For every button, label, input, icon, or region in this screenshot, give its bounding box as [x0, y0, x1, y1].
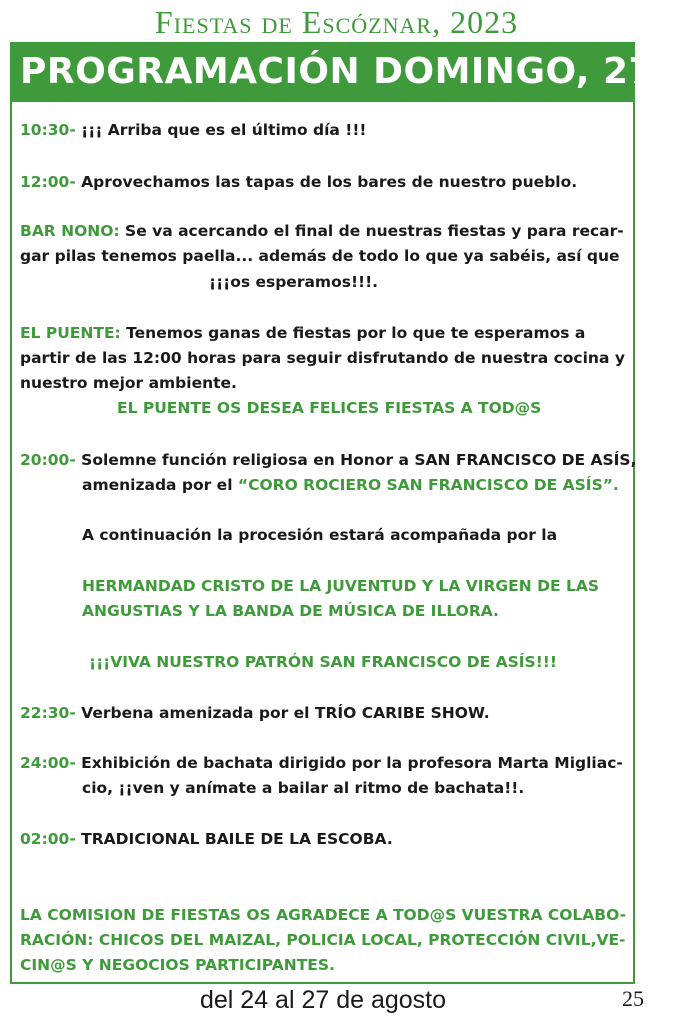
time-label: 22:30-: [20, 704, 76, 722]
entry-2000-cheer: ¡¡¡VIVA NUESTRO PATRÓN SAN FRANCISCO DE ASÍS!!!: [89, 653, 557, 671]
entry-text: Tenemos ganas de fiestas por lo que te esperamos a: [120, 324, 586, 342]
entry-text: Exhibición de bachata dirigido por la profesora Marta Migliac-: [75, 754, 623, 772]
page-number: 25: [622, 986, 644, 1011]
time-label: 20:00-: [20, 451, 76, 469]
choir-name: “CORO ROCIERO SAN FRANCISCO DE ASÍS”.: [237, 476, 619, 494]
thanks-line-2: RACIÓN: CHICOS DEL MAIZAL, POLICIA LOCAL, PROTECCIÓN CIVIL,VE-: [20, 931, 626, 949]
el-puente-line-1: [20, 324, 585, 342]
time-label: 02:00-: [20, 830, 76, 848]
entry-text: Solemne función religiosa en Honor a SAN FRANCISCO DE ASÍS,: [75, 451, 637, 469]
entry-2400-line-2: cio, ¡¡ven y anímate a bailar al ritmo de bachata!!.: [82, 779, 525, 797]
entry-text: Verbena amenizada por el TRÍO CARIBE SHOW.: [75, 704, 490, 722]
program-entry-2000: [20, 451, 636, 469]
program-entry-2400: [20, 754, 623, 772]
el-puente-greeting: EL PUENTE OS DESEA FELICES FIESTAS A TOD@S: [117, 399, 542, 417]
page-banner-title: PROGRAMACIÓN DOMINGO, 27: [10, 42, 635, 102]
entry-text: amenizada por el: [82, 476, 238, 494]
entry-2000-line-5: ANGUSTIAS Y LA BANDA DE MÚSICA DE ILLORA.: [82, 602, 499, 620]
entry-text: TRADICIONAL BAILE DE LA ESCOBA.: [75, 830, 393, 848]
entry-2000-line-2: [82, 476, 619, 494]
footer-dates: del 24 al 27 de agosto: [200, 986, 447, 1014]
thanks-line-1: LA COMISION DE FIESTAS OS AGRADECE A TOD@S VUESTRA COLABO-: [20, 906, 627, 924]
entry-text: Aprovechamos las tapas de los bares de nuestro pueblo.: [75, 173, 578, 191]
program-entry-1200: [20, 173, 577, 191]
time-label: 12:00-: [20, 173, 76, 191]
venue-label: BAR NONO:: [20, 222, 120, 240]
bar-nono-line-1: [20, 222, 624, 240]
time-label: 10:30-: [20, 121, 76, 139]
entry-text: ¡¡¡ Arriba que es el último día !!!: [75, 121, 367, 139]
time-label: 24:00-: [20, 754, 76, 772]
bar-nono-line-3: ¡¡¡os esperamos!!!.: [209, 273, 379, 291]
el-puente-line-3: nuestro mejor ambiente.: [20, 374, 237, 392]
program-entry-1030: [20, 121, 366, 139]
program-entry-2230: [20, 704, 490, 722]
bar-nono-line-2: gar pilas tenemos paella... además de todo lo que ya sabéis, así que: [20, 247, 620, 265]
program-entry-0200: [20, 830, 393, 848]
entry-2000-line-3: A continuación la procesión estará acompañada por la: [82, 526, 558, 544]
thanks-line-3: CIN@S Y NEGOCIOS PARTICIPANTES.: [20, 956, 335, 974]
entry-2000-line-4: HERMANDAD CRISTO DE LA JUVENTUD Y LA VIRGEN DE LAS: [82, 577, 600, 595]
venue-label: EL PUENTE:: [20, 324, 121, 342]
publication-title: Fiestas de Escóznar, 2023: [154, 4, 519, 40]
entry-text: Se va acercando el final de nuestras fiestas y para recar-: [119, 222, 624, 240]
el-puente-line-2: partir de las 12:00 horas para seguir disfrutando de nuestra cocina y: [20, 349, 625, 367]
